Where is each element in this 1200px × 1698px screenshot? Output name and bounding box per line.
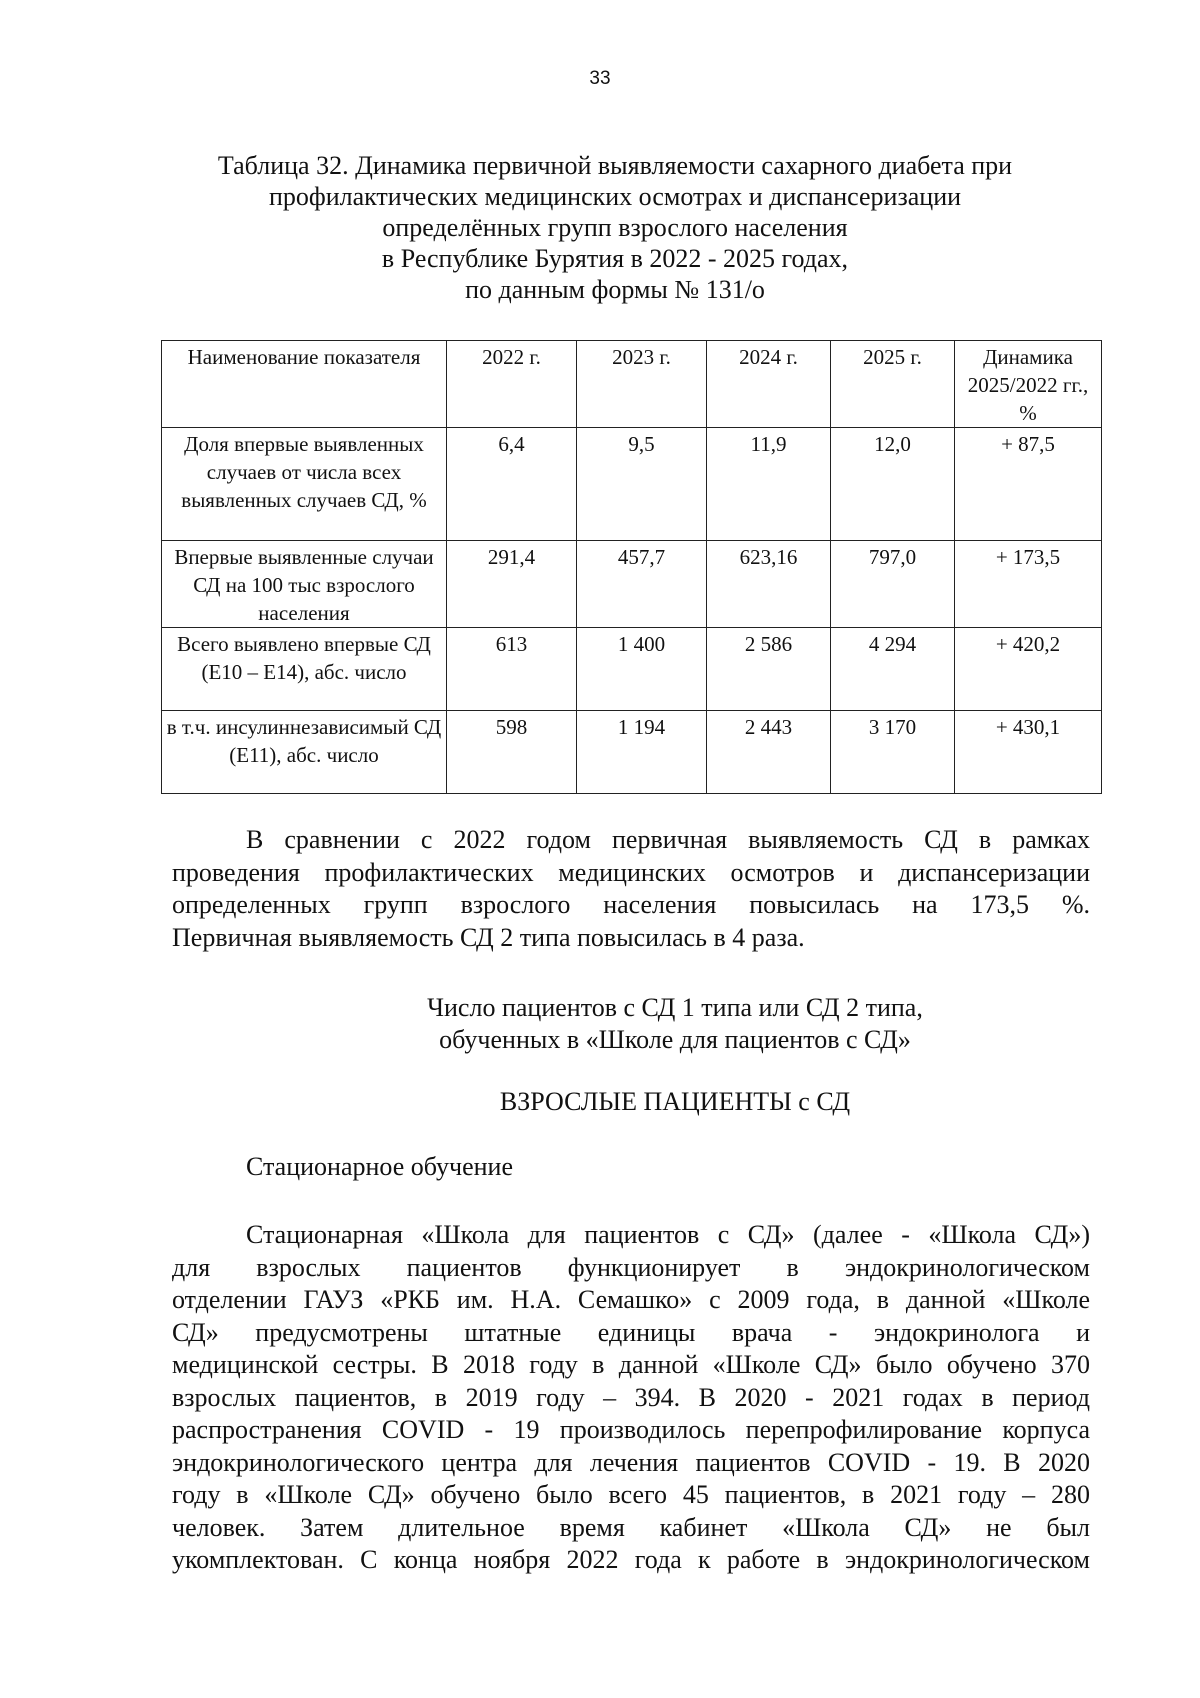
table-row xyxy=(162,428,1102,541)
table-cell: + 430,1 xyxy=(955,711,1102,794)
table-cell: 2 443 xyxy=(707,711,831,794)
table-cell: 1 194 xyxy=(577,711,707,794)
paragraph-line: укомплектован. С конца ноября 2022 года к работе в эндокринологическом xyxy=(172,1545,1090,1574)
paragraph-line: эндокринологического центра для лечения пациентов COVID - 19. В 2020 xyxy=(172,1447,1090,1477)
table-row xyxy=(162,711,1102,794)
subsection-heading: Стационарное обучение xyxy=(246,1152,513,1181)
paragraph-line: СД» предусмотрены штатные единицы врача - эндокринолога и xyxy=(172,1317,1090,1347)
paragraph-line: Стационарная «Школа для пациентов с СД» (далее - «Школа СД») xyxy=(246,1220,1090,1249)
page-number: 33 xyxy=(589,68,611,89)
table-cell: 457,7 xyxy=(577,541,707,628)
caption-line: по данным формы № 131/о xyxy=(465,275,765,304)
paragraph-school xyxy=(172,1219,1090,1577)
table-cell: 1 400 xyxy=(577,628,707,711)
paragraph-line: году в «Школе СД» обучено было всего 45 пациентов, в 2021 году – 280 xyxy=(172,1480,1090,1509)
row-label: Впервые выявленные случаи СД на 100 тыс взрослого населения xyxy=(162,541,447,628)
column-header: 2023 г. xyxy=(577,341,707,428)
paragraph-line: проведения профилактических медицинских осмотров и диспансеризации xyxy=(172,857,1090,887)
table-cell: 11,9 xyxy=(707,428,831,541)
paragraph-line: определенных групп взрослого населения повысилась на 173,5 %. xyxy=(172,890,1090,919)
table-cell: 3 170 xyxy=(831,711,955,794)
table-cell: 598 xyxy=(447,711,577,794)
table-cell: 291,4 xyxy=(447,541,577,628)
column-header: Динамика 2025/2022 гг., % xyxy=(955,341,1102,428)
paragraph-line: отделении ГАУЗ «РКБ им. Н.А. Семашко» с 2009 года, в данной «Школе xyxy=(172,1285,1090,1314)
caption-line: определённых групп взрослого населения xyxy=(382,213,848,242)
caption-line: Таблица 32. Динамика первичной выявляемости сахарного диабета при xyxy=(217,151,1013,180)
table-cell: 9,5 xyxy=(577,428,707,541)
table-cell: + 173,5 xyxy=(955,541,1102,628)
paragraph-line: медицинской сестры. В 2018 году в данной «Школе СД» было обучено 370 xyxy=(172,1350,1090,1379)
paragraph-line: В сравнении с 2022 годом первичная выявляемость СД в рамках xyxy=(246,825,1090,854)
paragraph-comparison xyxy=(172,824,1090,954)
column-header: 2024 г. xyxy=(707,341,831,428)
table-cell: 623,16 xyxy=(707,541,831,628)
paragraph-line: человек. Затем длительное время кабинет «Школа СД» не был xyxy=(172,1512,1090,1542)
table-cell: 12,0 xyxy=(831,428,955,541)
table-cell: + 87,5 xyxy=(955,428,1102,541)
table-cell: 613 xyxy=(447,628,577,711)
paragraph-line: распространения COVID - 19 производилось перепрофилирование корпуса xyxy=(172,1415,1090,1444)
table-cell: 6,4 xyxy=(447,428,577,541)
table-caption xyxy=(150,150,1080,305)
table-cell: + 420,2 xyxy=(955,628,1102,711)
column-header: 2025 г. xyxy=(831,341,955,428)
section-heading: ВЗРОСЛЫЕ ПАЦИЕНТЫ с СД xyxy=(499,1087,851,1116)
table-header-row xyxy=(162,341,1102,428)
row-label: Всего выявлено впервые СД (Е10 – Е14), абс. число xyxy=(162,628,447,711)
caption-line: профилактических медицинских осмотрах и диспансеризации xyxy=(268,182,962,211)
row-label: в т.ч. инсулиннезависимый СД (Е11), абс. число xyxy=(162,711,447,794)
column-header: Наименование показателя xyxy=(162,341,447,428)
table-row xyxy=(162,541,1102,628)
table-cell: 797,0 xyxy=(831,541,955,628)
table-cell: 4 294 xyxy=(831,628,955,711)
paragraph-line: для взрослых пациентов функционирует в эндокринологическом xyxy=(172,1252,1090,1282)
paragraph-line: Первичная выявляемость СД 2 типа повысилась в 4 раза. xyxy=(172,922,805,952)
table-row xyxy=(162,628,1102,711)
subtitle-line: Число пациентов с СД 1 типа или СД 2 типа, xyxy=(427,993,923,1022)
column-header: 2022 г. xyxy=(447,341,577,428)
row-label: Доля впервые выявленных случаев от числа всех выявленных случаев СД, % xyxy=(162,428,447,541)
paragraph-line: взрослых пациентов, в 2019 году – 394. В 2020 - 2021 годах в период xyxy=(172,1382,1090,1412)
data-table xyxy=(161,340,1102,794)
table-cell: 2 586 xyxy=(707,628,831,711)
subtitle-line: обученных в «Школе для пациентов с СД» xyxy=(439,1025,911,1054)
subtitle xyxy=(150,992,1200,1056)
caption-line: в Республике Бурятия в 2022 - 2025 годах, xyxy=(381,244,849,273)
